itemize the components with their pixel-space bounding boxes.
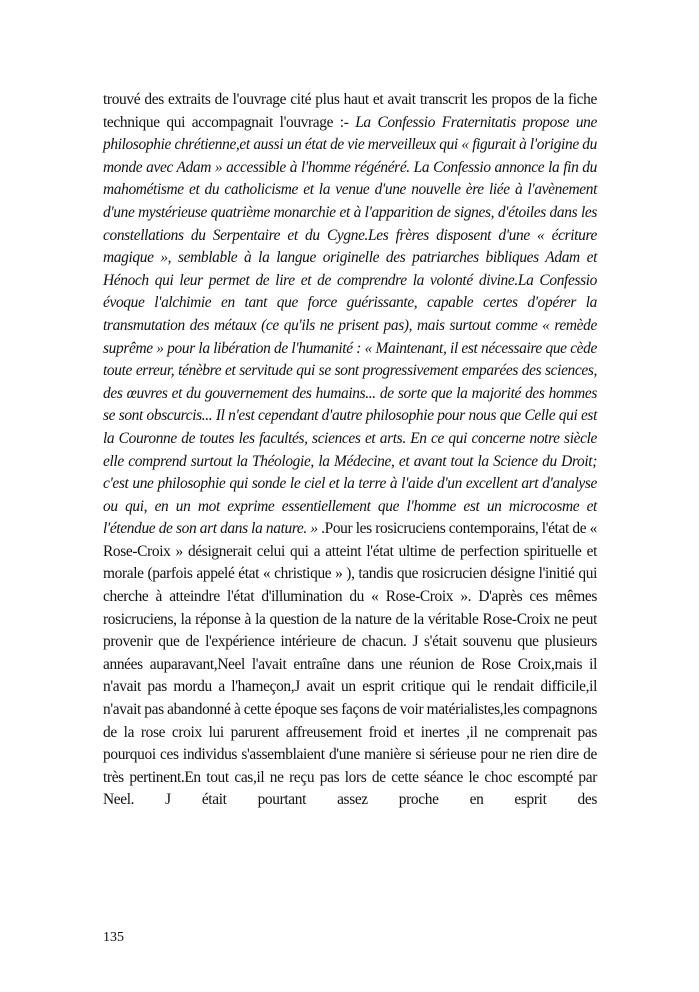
paragraph	[103, 89, 597, 812]
page-number: 135	[103, 930, 124, 945]
text-run-normal-2: .Pour les rosicruciens contemporains, l'état de « Rose-Croix » désignerait celui qui a atteint l'état ultime de perfection spirituelle et morale (parfois appelé état « christique » ), tandis que rosicrucien désigne l'initié qui cherche à atteindre l'état d'illumination du « Rose-Croix ». D'après ces mêmes rosicruciens, la réponse à la question de la nature de la véritable Rose-Croix ne peut provenir que de l'expérience intérieure de chacun. J s'était souvenu que plusieurs années auparavant,Neel l'avait entraîne dans une réunion de Rose Croix,mais il n'avait pas mordu a l'hameçon,J avait un esprit critique qui le rendait difficile,il n'avait pas abandonné à cette époque ses façons de voir matérialistes,les compagnons de la rose croix lui parurent affreusement froid et inertes ,il ne comprenait pas pourquoi ces individus s'assemblaient d'une manière si sérieuse pour ne rien dire de très pertinent.En tout cas,il ne reçu pas lors de cette séance le choc escompté par Neel. J était pourtant assez proche en esprit des	[103, 520, 597, 809]
body-text	[103, 89, 597, 812]
text-run-normal-1: trouvé des extraits de l'ouvrage cité plus haut et avait transcrit les propos de la fiche technique qui accompagnait l'ouvrage :-	[103, 91, 597, 131]
text-run-italic-quote: La Confessio Fraternitatis propose une philosophie chrétienne,et aussi un état de vie merveilleux qui « figurait à l'origine du monde avec Adam » accessible à l'homme régénéré. La Confessio annonce la fin du mahométisme et du catholicisme et la venue d'une nouvelle ère liée à l'avènement d'une mystérieuse quatrième monarchie et à l'apparition de signes, d'étoiles dans les constellations du Serpentaire et du Cygne.Les frères disposent d'une « écriture magique », semblable à la langue originelle des patriarches bibliques Adam et Hénoch qui leur permet de lire et de comprendre la volonté divine.La Confessio évoque l'alchimie en tant que force guérissante, capable certes d'opérer la transmutation des métaux (ce qu'ils ne prisent pas), mais surtout comme « remède suprême » pour la libération de l'humanité : « Maintenant, il est nécessaire que cède toute erreur, ténèbre et servitude qui se sont progressivement emparées des sciences, des œuvres et du gouvernement des humains... de sorte que la majorité des hommes se sont obscurcis... Il n'est cependant d'autre philosophie pour nous que Celle qui est la Couronne de toutes les facultés, sciences et arts. En ce qui concerne notre siècle elle comprend surtout la Théologie, la Médecine, et avant tout la Science du Droit; c'est une philosophie qui sonde le ciel et la terre à l'aide d'un excellent art d'analyse ou qui, en un mot exprime essentiellement que l'homme est un microcosme et l'étendue de son art dans la nature. »	[103, 113, 597, 538]
